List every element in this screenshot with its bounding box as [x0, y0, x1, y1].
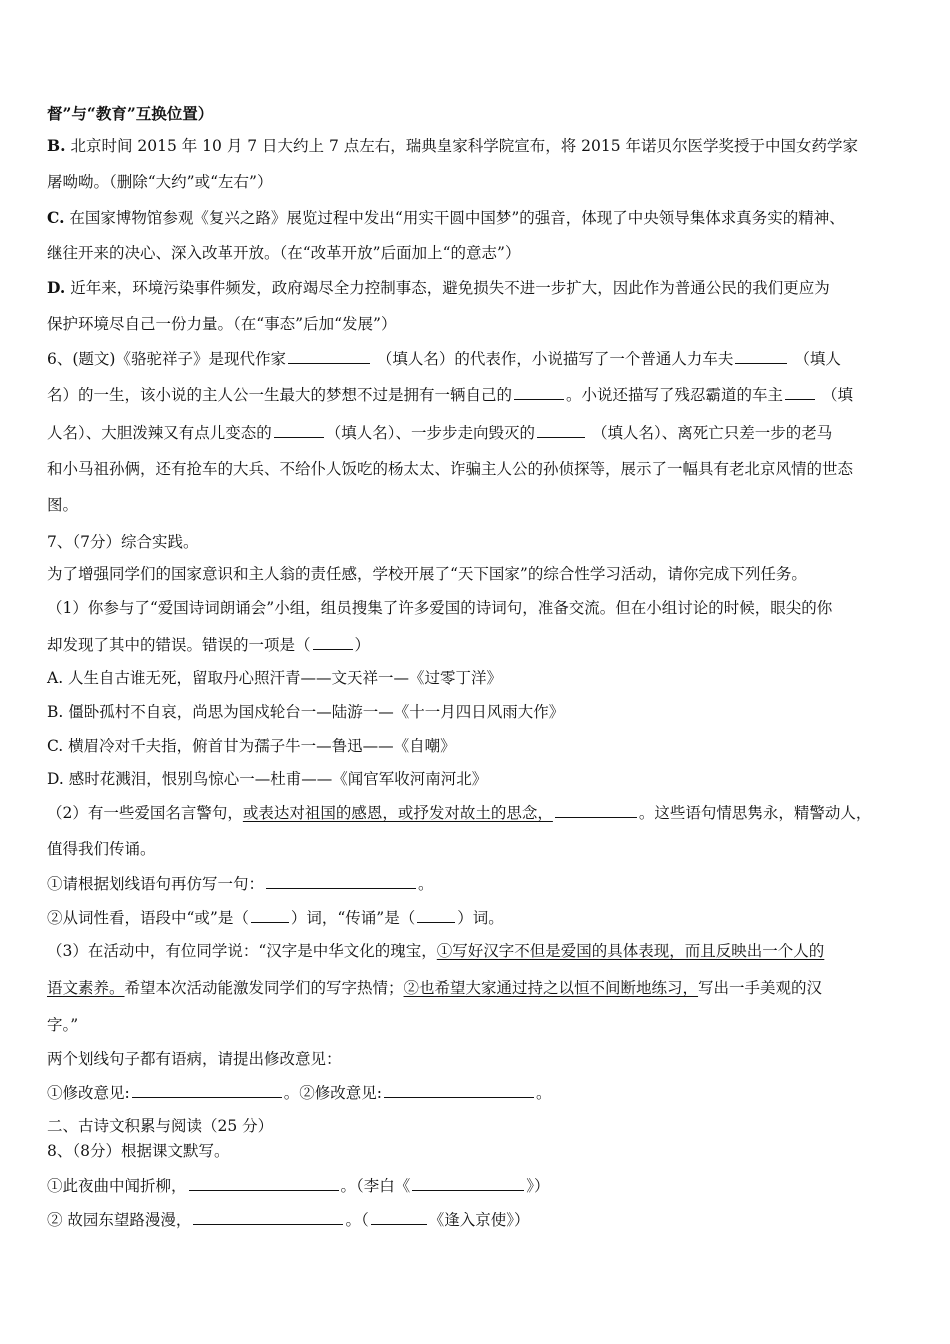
question-7-2-line-1: （2）有一些爱国名言警句，或表达对祖国的感恩，或抒发对故土的思念， 。这些语句情思隽永，精警动人，: [47, 804, 872, 822]
answer-blank[interactable]: [313, 634, 353, 650]
option-a: A. 人生自古谁无死，留取丹心照汗青——文天祥一—《过零丁洋》: [47, 669, 503, 687]
question-7-2-line-2: 值得我们传诵。: [47, 840, 156, 858]
question-7-3-line-1: （3）在活动中，有位同学说：“汉字是中华文化的瑰宝，①写好汉字不但是爱国的具体表现，而且反映出一个人的: [47, 942, 825, 960]
option-b-line-2: 屠呦呦。（删除“大约”或“左右”）: [47, 173, 273, 191]
question-8-line-2: ② 故园东望路漫漫， 。（ 《逢入京使》）: [47, 1211, 530, 1229]
question-7-3-line-5: ①修改意见: 。②修改意见: 。: [47, 1084, 552, 1102]
option-d-line-2: 保护环境尽自己一份力量。（在“事态”后加“发展”）: [47, 315, 397, 333]
answer-blank[interactable]: [371, 1209, 427, 1225]
option-b-line-1: B. 北京时间 2015 年 10 月 7 日大约上 7 点左右，瑞典皇家科学院宣布，将 2015 年诺贝尔医学奖授于中国女药学家: [47, 136, 859, 155]
option-c-line-2: 继往开来的决心、深入改革开放。（在“改革开放”后面加上“的意志”）: [47, 244, 521, 262]
option-c-line-1: C. 在国家博物馆参观《复兴之路》展览过程中发出“用实干圆中国梦”的强音，体现了中央领导集体求真务实的精神、: [47, 208, 845, 227]
answer-blank[interactable]: [132, 1082, 282, 1098]
question-6-line-5: 图。: [47, 496, 79, 514]
section-2-heading: 二、古诗文积累与阅读（25 分）: [47, 1117, 274, 1135]
answer-blank[interactable]: [412, 1175, 524, 1191]
question-6-line-3: 人名）、大胆泼辣又有点儿变态的 （填人名）、一步步走向毁灭的 （填人名）、离死亡只差一步的老马: [47, 424, 833, 442]
question-6-line-2: 名）的一生，该小说的主人公一生最大的梦想不过是拥有一辆自己的 。小说还描写了残忍霸道的车主 （填: [47, 386, 853, 404]
option-d-line-1: D. 近年来，环境污染事件频发，政府竭尽全力控制事态，避免损失不进一步扩大，因此作为普通公民的我们更应为: [47, 278, 830, 297]
question-7-2-sub-2: ②从词性看，语段中“或”是（ ）词，“传诵”是（ ）词。: [47, 909, 504, 927]
answer-blank[interactable]: [417, 907, 455, 923]
answer-blank[interactable]: [514, 384, 564, 400]
option-c: C. 横眉冷对千夫指，俯首甘为孺子牛一—鲁迅——《自嘲》: [47, 737, 456, 755]
answer-blank[interactable]: [266, 873, 416, 889]
answer-blank[interactable]: [251, 907, 289, 923]
option-d: D. 感时花溅泪，恨别鸟惊心一—杜甫——《闻官军收河南河北》: [47, 770, 488, 788]
question-7-2-sub-1: ①请根据划线语句再仿写一句： 。: [47, 875, 434, 893]
question-7-intro: 为了增强同学们的国家意识和主人翁的责任感，学校开展了“天下国家”的综合性学习活动，请你完成下列任务。: [47, 565, 807, 583]
answer-blank[interactable]: [274, 422, 324, 438]
answer-blank[interactable]: [555, 802, 637, 818]
question-7-3-line-4: 两个划线句子都有语病，请提出修改意见：: [47, 1050, 342, 1068]
answer-blank[interactable]: [785, 384, 815, 400]
question-6-line-4: 和小马祖孙俩，还有抢车的大兵、不给仆人饭吃的杨太太、诈骗主人公的孙侦探等，展示了一幅具有老北京风情的世态: [47, 460, 854, 478]
question-7-3-line-3: 字。”: [47, 1016, 79, 1034]
answer-blank[interactable]: [189, 1175, 339, 1191]
answer-blank[interactable]: [384, 1082, 534, 1098]
answer-blank[interactable]: [193, 1209, 343, 1225]
question-8-line-1: ①此夜曲中闻折柳， 。（李白《 》）: [47, 1177, 550, 1195]
question-7-title: 7、（7分）综合实践。: [47, 533, 199, 551]
question-7-3-line-2: 语文素养。希望本次活动能激发同学们的写字热情；②也希望大家通过持之以恒不间断地练习，写出一手美观的汉: [47, 979, 823, 997]
answer-blank[interactable]: [735, 348, 787, 364]
question-7-1-line-2: 却发现了其中的错误。错误的一项是（ ）: [47, 636, 371, 654]
answer-blank[interactable]: [537, 422, 585, 438]
option-b: B. 僵卧孤村不自哀，尚思为国戍轮台一—陆游一—《十一月四日风雨大作》: [47, 703, 565, 721]
text-line: 督”与“教育”互换位置）: [47, 104, 214, 123]
question-7-1-line-1: （1）你参与了“爱国诗词朗诵会”小组，组员搜集了许多爱国的诗词句，准备交流。但在小组讨论的时候，眼尖的你: [47, 599, 833, 617]
answer-blank[interactable]: [288, 348, 370, 364]
question-6-line-1: 6、(题文)《骆驼祥子》是现代作家 （填人名）的代表作，小说描写了一个普通人力车夫 （填人: [47, 350, 841, 368]
question-8-title: 8、（8分）根据课文默写。: [47, 1142, 230, 1160]
